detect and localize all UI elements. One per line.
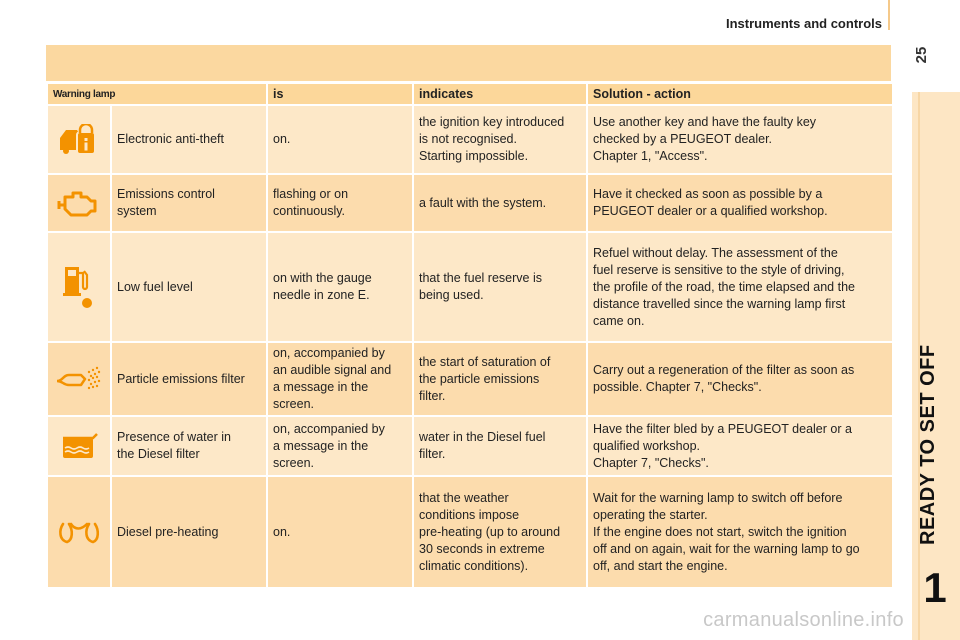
fuel-pump-icon — [57, 263, 101, 311]
anti-theft-key-icon — [57, 124, 101, 156]
glow-plug-icon — [57, 516, 101, 548]
table-row — [47, 342, 893, 416]
lamp-is: on. — [267, 105, 413, 174]
lamp-solution: Refuel without delay. The assessment of the fuel reserve is sensitive to the style of driving, the profile of the road, the time elapsed and the distance travelled since the warning lamp first came on. — [587, 232, 893, 342]
col-header-warning-lamp: Warning lamp — [47, 83, 267, 105]
lamp-indicates: that the weather conditions impose pre-heating (up to around 30 seconds in extreme climatic conditions). — [413, 476, 587, 588]
lamp-indicates: that the fuel reserve is being used. — [413, 232, 587, 342]
page-number: 25 — [913, 46, 930, 64]
icon-cell — [47, 476, 111, 588]
section-title: Instruments and controls — [725, 16, 882, 31]
col-header-is: is — [267, 83, 413, 105]
icon-cell — [47, 174, 111, 232]
header-rule — [888, 0, 890, 30]
lamp-name: Emissions control system — [111, 174, 267, 232]
lamp-solution: Use another key and have the faulty key checked by a PEUGEOT dealer. Chapter 1, "Access". — [587, 105, 893, 174]
lamp-name: Electronic anti-theft — [111, 105, 267, 174]
lamp-indicates: water in the Diesel fuel filter. — [413, 416, 587, 476]
icon-cell — [47, 416, 111, 476]
lamp-indicates: the ignition key introduced is not recognised. Starting impossible. — [413, 105, 587, 174]
table-row — [47, 105, 893, 174]
icon-cell — [47, 232, 111, 342]
lamp-solution: Wait for the warning lamp to switch off before operating the starter. If the engine does not start, switch the ignition off and on again, wait for the warning lamp to go off, and start the engine. — [587, 476, 893, 588]
warning-lamps-table — [46, 82, 894, 589]
lamp-name: Diesel pre-heating — [111, 476, 267, 588]
table-row — [47, 232, 893, 342]
lamp-solution: Have the filter bled by a PEUGEOT dealer or a qualified workshop. Chapter 7, "Checks". — [587, 416, 893, 476]
lamp-is: on, accompanied by a message in the screen. — [267, 416, 413, 476]
icon-cell — [47, 342, 111, 416]
table-header-row — [47, 83, 893, 105]
lamp-indicates: the start of saturation of the particle emissions filter. — [413, 342, 587, 416]
lamp-is: on with the gauge needle in zone E. — [267, 232, 413, 342]
col-header-solution: Solution - action — [587, 83, 893, 105]
icon-cell — [47, 105, 111, 174]
particle-filter-icon — [55, 363, 103, 395]
lamp-solution: Carry out a regeneration of the filter as soon as possible. Chapter 7, "Checks". — [587, 342, 893, 416]
col-header-indicates: indicates — [413, 83, 587, 105]
chapter-title: READY TO SET OFF — [917, 344, 939, 545]
water-in-diesel-icon — [57, 430, 101, 462]
lamp-name: Presence of water in the Diesel filter — [111, 416, 267, 476]
lamp-is: on, accompanied by an audible signal and a message in the screen. — [267, 342, 413, 416]
engine-icon — [57, 187, 101, 219]
lamp-is: flashing or on continuously. — [267, 174, 413, 232]
table-row — [47, 174, 893, 232]
table-top-band — [46, 45, 891, 81]
lamp-is: on. — [267, 476, 413, 588]
lamp-solution: Have it checked as soon as possible by a PEUGEOT dealer or a qualified workshop. — [587, 174, 893, 232]
chapter-number: 1 — [923, 564, 947, 611]
lamp-name: Particle emissions filter — [111, 342, 267, 416]
lamp-indicates: a fault with the system. — [413, 174, 587, 232]
table-row — [47, 416, 893, 476]
lamp-name: Low fuel level — [111, 232, 267, 342]
watermark: carmanualsonline.info — [703, 609, 904, 631]
table-row — [47, 476, 893, 588]
